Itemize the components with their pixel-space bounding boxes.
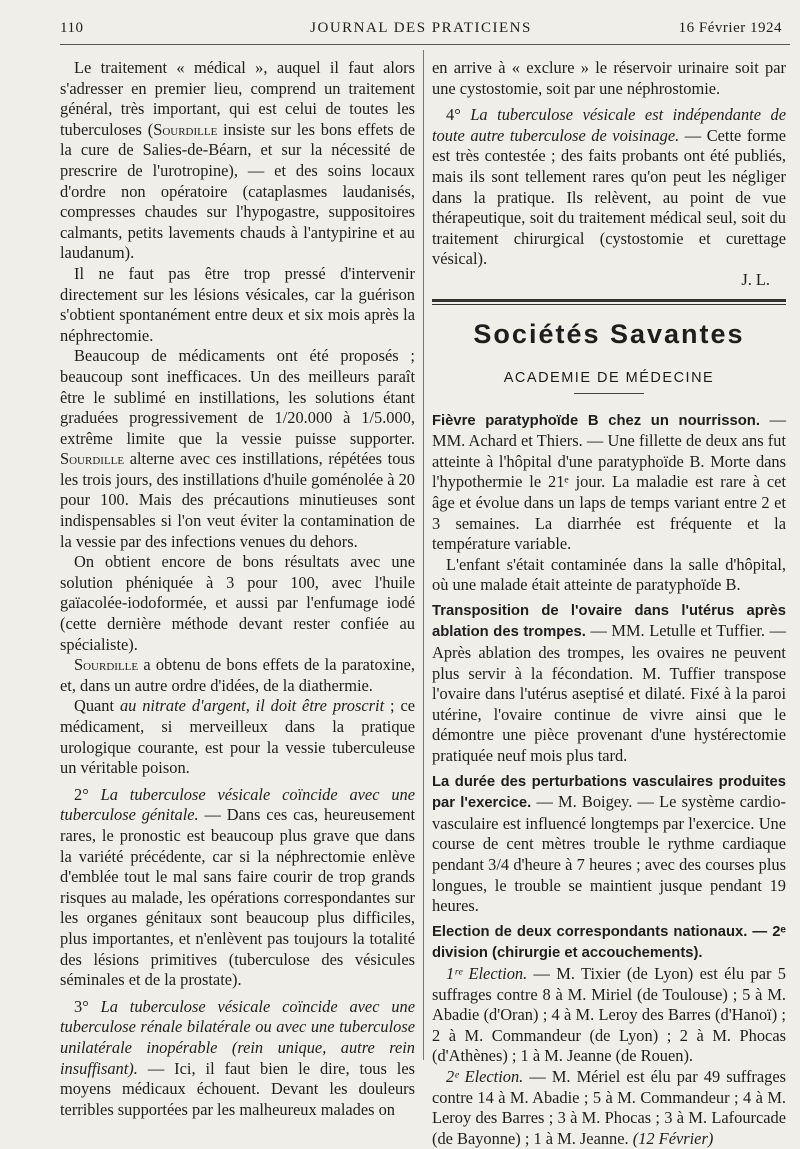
paragraph: 2° La tuberculose vésicale coïncide avec une tuberculose génitale. — Dans ces cas, heureusement rares, le pronostic est beaucoup plus grave que dans la variété précédente, car si la néphrectomie enlève d'emblée tout le mal sans faire courir de trop grands risques au malade, les opérations correspondantes sur les organes génitaux sont beaucoup plus difficiles, plus importantes, et n'enlèvent pas toujours la totalité des lésions primitives (tuberculose des vésicules séminales et de la prostate). (60, 784, 415, 990)
column-separator (423, 50, 424, 1060)
page-header (60, 20, 782, 44)
academy-report: Fièvre paratyphoïde B chez un nourrisson. — MM. Achard et Thiers. — Une fillette de deux ans fut atteinte à l'hôpital d'une paratyphoïde B. Morte dans l'hypothermie le 21ᵉ jour. La maladie est rare à cet âge et évolue dans un laps de temps variant entre 2 et 3 semaines. La diarrhée est fréquente et la température variable. L'enfant s'était contaminée dans la salle d'hôpital, où une malade était atteinte de paratyphoïde B. (432, 409, 786, 595)
issue-date: 16 Février 1924 (678, 20, 782, 36)
paragraph: Il ne faut pas être trop pressé d'intervenir directement sur les lésions vésicales, car la guérison s'obtient spontanément entre deux et six mois après la néphrectomie. (60, 263, 415, 345)
continued-date: (12 Février) (632, 1128, 714, 1148)
election-result: 2ᵉ Election. — M. Mériel est élu par 49 suffrages contre 14 à M. Abadie ; 5 à M. Commandeur ; 4 à M. Leroy des Barres ; 3 à M. Phocas ; 3 à M. Lafourcade (de Bayonne) ; 1 à M. Jeanne. (12 Février) (432, 1066, 786, 1148)
subsection-title: ACADEMIE DE MÉDECINE (503, 369, 715, 386)
paragraph: Beaucoup de médicaments ont été proposés ; beaucoup sont inefficaces. Un des meilleurs paraît être le sublimé en instillations, les solutions étant graduées progressivement de 1/20.000 à 1/5.000, extrême limite que la vessie puisse supporter. Sourdille alterne avec ces instillations, répétées tous les trois jours, des instillations d'huile goménolée à 20 pour 100. Mais des précautions minutieuses sont indispensables si l'on veut éviter la contamination de la vessie par des infections venues du dehors. (60, 346, 415, 551)
academy-report: Transposition de l'ovaire dans l'utérus après ablation des trompes. — MM. Letulle et Tuffier. — Après ablation des trompes, les ovaires ne peuvent plus servir à la fécondation. M. Tuffier transpose l'ovaire dans l'utérus aseptisé et dilaté. Fixé à la paroi utérine, l'ovaire continue de vivre ainsi que le démontre une pièce provenant d'une hystérectomie pratiquée neuf mois plus tard. (432, 602, 786, 766)
paragraph: 3° La tuberculose vésicale coïncide avec une tuberculose rénale bilatérale ou avec une tuberculose unilatérale inopérable (rein unique, autre rein insuffisant). — Ici, il faut bien le dire, tous les moyens médicaux échouent. Devant les douleurs terribles supportées par les malheureux malades on (60, 996, 415, 1119)
report-title: La durée des perturbations vasculaires produites par l'exercice. (432, 773, 786, 812)
page-number: 110 (60, 20, 84, 36)
journal-title: JOURNAL DES PRATICIENS (310, 20, 532, 36)
report-title: Fièvre paratyphoïde B chez un nourrisson. (432, 412, 760, 429)
section-rule-thick (432, 299, 786, 302)
paragraph: Sourdille a obtenu de bons effets de la paratoxine, et, dans un autre ordre d'idées, de la diathermie. (60, 655, 415, 695)
section-title: Sociétés Savantes (473, 318, 745, 349)
paragraph: Le traitement « médical », auquel il faut alors s'adresser en premier lieu, comprend un traitement général, très important, qui est celui de toutes les tuberculoses (Sourdille insiste sur les bons effets de la cure de Salies-de-Béarn, et sur la nécessité de prescrire de l'urotropine), — et des soins locaux d'ordre non opératoire (cataplasmes laudanisés, compresses chaudes sur l'hypogastre, suppositoires calmants, petits lavements chauds à l'antypirine et au laudanum). (60, 58, 415, 263)
author-signature: J. L. (741, 269, 770, 289)
paragraph: On obtient encore de bons résultats avec une solution phéniquée à 3 pour 100, avec l'huile gaïacolée-iodoformée, et aussi par l'enfumage iodé (cette dernière méthode devant rester confiée au spécialiste). (60, 552, 415, 654)
academy-report (432, 921, 786, 1149)
election-result: 1ʳᵉ Election. — M. Tixier (de Lyon) est élu par 5 suffrages contre 8 à M. Miriel (de Toulouse) ; 5 à M. Abadie (d'Oran) ; 4 à M. Leroy des Barres (d'Hanoï) ; 2 à M. Commandeur (de Lyon) ; 2 à M. Phocas (d'Athènes) ; 1 à M. Jeanne (de Rouen). (432, 963, 786, 1066)
short-divider (574, 393, 644, 394)
header-rule (60, 44, 790, 45)
academy-report: La durée des perturbations vasculaires produites par l'exercice. — M. Boigey. — Le système cardio-vasculaire est influencé longtemps par l'exercice. Une course de cent mètres trouble le rythme cardiaque pendant 3/4 d'heure à 7 heures ; avec des courses plus longues, le trouble se maintient jusque pendant 19 heures. (432, 773, 786, 916)
section-rule-thin (432, 304, 786, 305)
report-title: Election de deux correspondants nationaux. — 2ᵉ division (chirurgie et accouchements). (432, 923, 786, 962)
right-column (432, 58, 786, 1148)
report-title: Transposition de l'ovaire dans l'utérus après ablation des trompes. (432, 602, 786, 641)
paragraph: Quant au nitrate d'argent, il doit être proscrit ; ce médicament, si merveilleux dans la pratique urologique courante, est pour la vessie tuberculeuse un véritable poison. (60, 696, 415, 778)
left-column (60, 58, 415, 1119)
paragraph: en arrive à « exclure » le réservoir urinaire soit par une cystostomie, soit par une néphrostomie. (432, 58, 786, 98)
paragraph: 4° La tuberculose vésicale est indépendante de toute autre tuberculose de voisinage. — Cette forme est très contestée ; des faits probants ont été publiés, mais ils sont tellement rares qu'on peut les négliger dans la pratique. Ils relèvent, au point de vue thérapeutique, soit du traitement médical seul, soit du traitement chirurgical (cystostomie et curettage vésical). (432, 105, 786, 269)
